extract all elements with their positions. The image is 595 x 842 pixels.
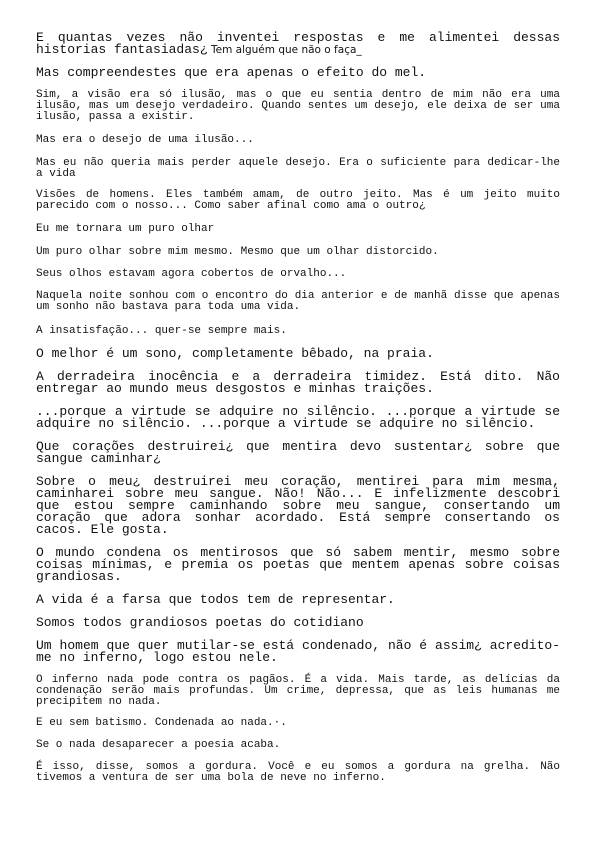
paragraph: ...porque a virtude se adquire no silêncio. ...porque a virtude se adquire no silêncio. ...porque a virtude se adquire no silêncio. — [36, 404, 560, 431]
paragraph: A derradeira inocência e a derradeira timidez. Está dito. Não entregar ao mundo meus desgostos e minhas traições. — [36, 369, 560, 396]
paragraph: Um puro olhar sobre mim mesmo. Mesmo que um olhar distorcido. — [36, 246, 439, 258]
paragraph: Naquela noite sonhou com o encontro do dia anterior e de manhã disse que apenas um sonho não bastava para toda uma vida. — [36, 290, 560, 313]
paragraph: Mas eu não queria mais perder aquele desejo. Era o suficiente para dedicar-lhe a vida — [36, 157, 560, 180]
paragraph: Seus olhos estavam agora cobertos de orvalho... — [36, 268, 347, 280]
paragraph: O mundo condena os mentirosos que só sabem mentir, mesmo sobre coisas mínimas, e premia os poetas que mentem apenas sobre coisas grandiosas. — [36, 545, 560, 584]
document-page — [36, 32, 560, 784]
paragraph: A vida é a farsa que todos tem de representar. — [36, 592, 395, 607]
paragraph: A insatisfação... quer-se sempre mais. — [36, 325, 287, 337]
paragraph: Somos todos grandiosos poetas do cotidiano — [36, 615, 364, 630]
paragraph: Mas era o desejo de uma ilusão... — [36, 134, 254, 146]
paragraph-tail: Tem alguém que não o faça_ — [207, 44, 362, 56]
paragraph: E quantas vezes não inventei respostas e me alimentei dessas historias fantasiadas¿ Tem alguém que não o faça_ — [36, 30, 560, 57]
paragraph: O inferno nada pode contra os pagãos. É a vida. Mais tarde, as delícias da condenação serão mais profundas. Um crime, depressa, que as leis humanas me precipitem no nada. — [36, 674, 560, 708]
paragraph: Um homem que quer mutilar-se está condenado, não é assim¿ acredito-me no inferno, logo estou nele. — [36, 638, 560, 665]
paragraph: Sim, a visão era só ilusão, mas o que eu sentia dentro de mim não era uma ilusão, mas um desejo verdadeiro. Quando sentes um desejo, ele deixa de ser uma ilusão, passa a existir. — [36, 89, 560, 123]
paragraph: Que corações destruirei¿ que mentira devo sustentar¿ sobre que sangue caminhar¿ — [36, 439, 560, 466]
paragraph: Mas compreendestes que era apenas o efeito do mel. — [36, 65, 427, 80]
paragraph: Visões de homens. Eles também amam, de outro jeito. Mas é um jeito muito parecido com o nosso... Como saber afinal como ama o outro¿ — [36, 189, 560, 212]
paragraph: E eu sem batismo. Condenada ao nada.·. — [36, 717, 287, 729]
paragraph: Sobre o meu¿ destruirei meu coração, mentirei para mim mesma, caminharei sobre meu sangue. Não! Não... E infelizmente descobri que estou sempre caminhando sobre meu sangue, consertando um coração que adora sonhar acordado. Está sempre consertando os cacos. Ele gosta. — [36, 474, 560, 537]
paragraph: É isso, disse, somos a gordura. Você e eu somos a gordura na grelha. Não tivemos a ventura de ser uma bola de neve no inferno. — [36, 761, 560, 784]
paragraph: O melhor é um sono, completamente bêbado, na praia. — [36, 346, 434, 361]
paragraph: Eu me tornara um puro olhar — [36, 223, 215, 235]
paragraph: Se o nada desaparecer a poesia acaba. — [36, 739, 281, 751]
